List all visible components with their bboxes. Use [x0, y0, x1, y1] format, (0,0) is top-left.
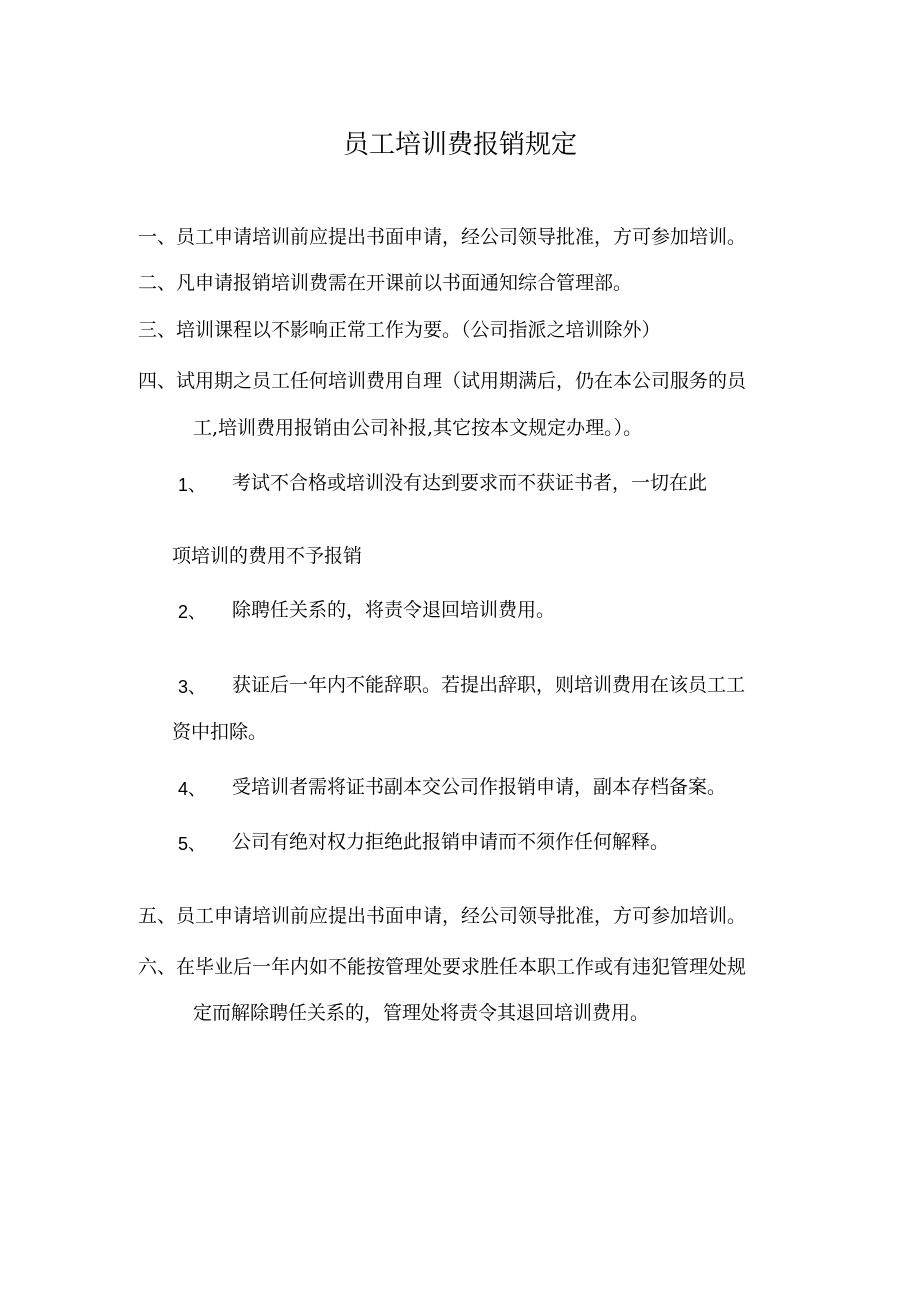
sub-item-1-text: 考试不合格或培训没有达到要求而不获证书者，一切在此	[232, 472, 708, 494]
section-5-line-1: 五、员工申请培训前应提出书面申请，经公司领导批准，方可参加培训。	[138, 905, 747, 927]
sub-item-2-text: 除聘任关系的，将责令退回培训费用。	[232, 599, 556, 621]
sub-item-5-number: 5、	[178, 834, 207, 854]
sub-item-4-text: 受培训者需将证书副本交公司作报销申请，副本存档备案。	[232, 776, 727, 798]
section-3-line-1: 三、培训课程以不影响正常工作为要。（公司指派之培训除外）	[138, 319, 661, 341]
section-6-line-2: 定而解除聘任关系的，管理处将责令其退回培训费用。	[193, 1002, 650, 1024]
sub-item-2-number: 2、	[178, 602, 207, 622]
sub-item-5-text: 公司有绝对权力拒绝此报销申请而不须作任何解释。	[232, 831, 670, 853]
section-6-line-1: 六、在毕业后一年内如不能按管理处要求胜任本职工作或有违犯管理处规	[138, 956, 747, 978]
sub-item-1-number: 1、	[178, 475, 207, 495]
sub-item-3-text: 获证后一年内不能辞职。若提出辞职，则培训费用在该员工工	[232, 674, 746, 696]
section-4-line-2: 工,培训费用报销由公司补报,其它按本文规定办理。）。	[193, 417, 643, 439]
document-title: 员工培训费报销规定	[342, 130, 577, 160]
sub-item-3-continuation: 资中扣除。	[172, 721, 268, 743]
sub-item-3-number: 3、	[178, 677, 207, 697]
sub-item-1-continuation: 项培训的费用不予报销	[172, 545, 363, 567]
sub-item-4-number: 4、	[178, 779, 207, 799]
section-2-line-1: 二、凡申请报销培训费需在开课前以书面通知综合管理部。	[138, 272, 633, 294]
section-4-line-1: 四、试用期之员工任何培训费用自理（试用期满后，仍在本公司服务的员	[138, 370, 747, 392]
section-1-line-1: 一、员工申请培训前应提出书面申请，经公司领导批准，方可参加培训。	[138, 226, 747, 248]
